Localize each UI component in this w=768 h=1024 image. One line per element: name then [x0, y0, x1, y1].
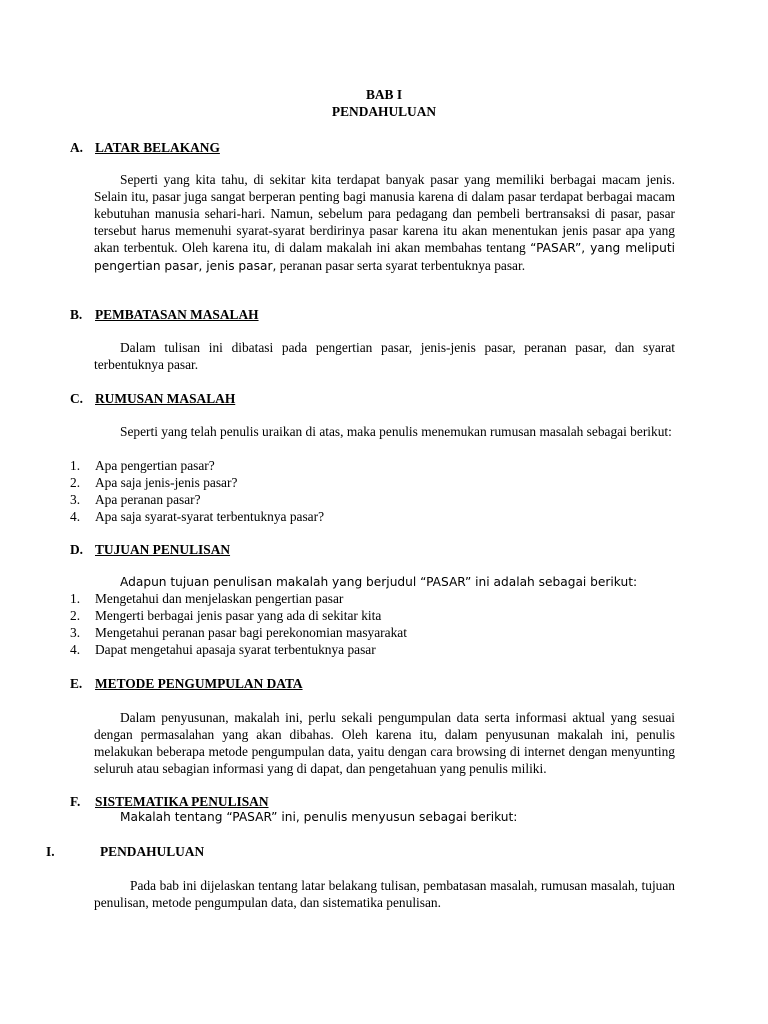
- list-item: [70, 590, 407, 607]
- paragraph-text-end: peranan pasar serta syarat terbentuknya pasar.: [276, 258, 526, 273]
- section-letter: E.: [70, 676, 83, 691]
- section-letter: F.: [70, 794, 81, 809]
- problem-list: [70, 457, 324, 525]
- section-heading-b: [70, 306, 259, 323]
- paragraph-text: Dalam tulisan ini dibatasi pada pengertian pasar, jenis-jenis pasar, peranan pasar, dan syarat terbentuknya pasar.: [94, 340, 675, 372]
- list-number: 2.: [70, 475, 81, 490]
- list-item: [70, 474, 324, 491]
- section-paragraph-c: [94, 423, 675, 440]
- list-item: [70, 457, 324, 474]
- section-heading-f: [70, 793, 269, 810]
- section-title: SISTEMATIKA PENULISAN: [95, 794, 269, 809]
- section-title: LATAR BELAKANG: [95, 140, 220, 155]
- section-heading-a: [70, 139, 220, 156]
- list-text: Dapat mengetahui apasaja syarat terbentuknya pasar: [95, 642, 376, 657]
- chapter-title: [0, 86, 768, 120]
- list-item: [70, 641, 407, 658]
- list-text: Mengetahui dan menjelaskan pengertian pasar: [95, 591, 344, 606]
- list-text: Mengerti berbagai jenis pasar yang ada di sekitar kita: [95, 608, 382, 623]
- section-paragraph-b: [94, 339, 675, 373]
- section-paragraph-e: [94, 709, 675, 777]
- chapter-heading: PENDAHULUAN: [100, 844, 205, 859]
- list-text: Apa saja syarat-syarat terbentuknya pasar?: [95, 509, 325, 524]
- list-item: [70, 491, 324, 508]
- list-text: Mengetahui peranan pasar bagi perekonomian masyarakat: [95, 625, 407, 640]
- section-title: METODE PENGUMPULAN DATA: [95, 676, 303, 691]
- chapter-numeral: I.: [46, 844, 55, 859]
- list-item: [70, 624, 407, 641]
- list-text: Apa peranan pasar?: [95, 492, 201, 507]
- paragraph-text: Pada bab ini dijelaskan tentang latar belakang tulisan, pembatasan masalah, rumusan masalah, tujuan penulisan, metode pengumpulan data, dan sistematika penulisan.: [94, 878, 675, 910]
- section-paragraph-a: [94, 171, 675, 275]
- section-heading-c: [70, 390, 235, 407]
- chapter-number: BAB I: [365, 87, 403, 102]
- paragraph-text: Seperti yang kita tahu, di sekitar kita terdapat banyak pasar yang memiliki berbagai macam jenis. Selain itu, pasar juga sangat berperan penting bagi manusia karena di dalam pasar terdapat berbagai macam kebutuhan manusia sehari-hari. Namun, sebelum para pedagang dan pembeli bertransaksi di pasar, pasar tersebut harus memenuhi syarat-syarat berdirinya pasar karena itu akan menentukan jenis pasar apa yang akan terbentuk. Oleh karena itu, di dalam makalah ini akan membahas tentang: [94, 172, 675, 255]
- section-title: PEMBATASAN MASALAH: [95, 307, 259, 322]
- paragraph-text: Dalam penyusunan, makalah ini, perlu sekali pengumpulan data serta informasi aktual yang sesuai dengan permasalahan yang akan dibahas. Oleh karena itu, dalam penyusunan makalah ini, penulis melakukan beberapa metode pengumpulan data, yaitu dengan cara browsing di internet dengan menyunting seluruh atau sebagian informasi yang di dapat, dan pengetahuan yang penulis miliki.: [94, 710, 675, 776]
- section-title: RUMUSAN MASALAH: [95, 391, 236, 406]
- section-letter: C.: [70, 391, 84, 406]
- list-number: 1.: [70, 591, 81, 606]
- list-item: [70, 508, 324, 525]
- chapter-paragraph: [94, 877, 675, 911]
- section-heading-e: [70, 675, 303, 692]
- list-item: [70, 607, 407, 624]
- section-title: TUJUAN PENULISAN: [95, 542, 231, 557]
- list-number: 4.: [70, 509, 81, 524]
- section-heading-d: [70, 541, 230, 558]
- section-intro-d: Adapun tujuan penulisan makalah yang berjudul “PASAR” ini adalah sebagai berikut:: [120, 575, 638, 589]
- list-number: 3.: [70, 492, 81, 507]
- paragraph-text-sans: “PASAR”, yang meliputi pengertian pasar, jenis pasar,: [94, 241, 676, 273]
- paragraph-text: Seperti yang telah penulis uraikan di atas, maka penulis menemukan rumusan masalah sebagai berikut:: [120, 424, 672, 439]
- list-number: 3.: [70, 625, 81, 640]
- list-number: 1.: [70, 458, 81, 473]
- objective-list: [70, 590, 407, 658]
- section-intro-f: Makalah tentang “PASAR” ini, penulis menyusun sebagai berikut:: [120, 810, 518, 824]
- list-number: 4.: [70, 642, 81, 657]
- section-letter: A.: [70, 140, 84, 155]
- list-text: Apa saja jenis-jenis pasar?: [95, 475, 238, 490]
- list-text: Apa pengertian pasar?: [95, 458, 215, 473]
- list-number: 2.: [70, 608, 81, 623]
- section-letter: D.: [70, 542, 84, 557]
- chapter-name: PENDAHULUAN: [331, 104, 437, 119]
- section-letter: B.: [70, 307, 83, 322]
